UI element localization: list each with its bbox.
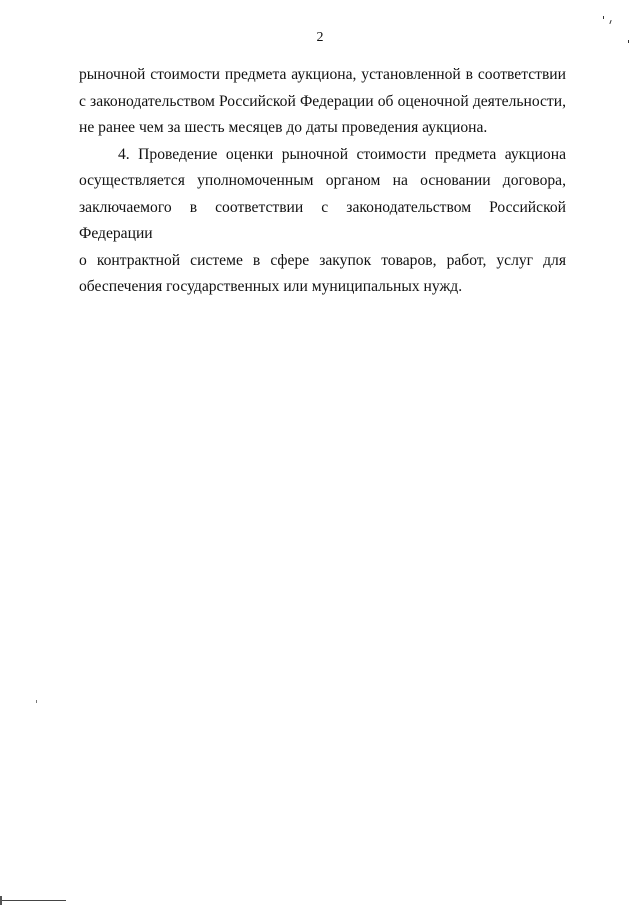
scan-speck — [36, 700, 37, 703]
page-number: 2 — [316, 30, 324, 45]
text-line: о контрактной системе в сфере закупок товаров, работ, услуг для — [79, 251, 566, 269]
scan-speck — [628, 40, 629, 43]
scan-edge-line — [0, 896, 2, 905]
text-line: с законодательством Российской Федерации об оценочной деятельности, — [79, 92, 566, 110]
text-line: рыночной стоимости предмета аукциона, установленной в соответствии — [79, 66, 566, 83]
text-line: заключаемого в соответствии с законодательством Российской Федерации — [79, 198, 566, 242]
document-body — [79, 62, 566, 301]
paragraph-item-4 — [79, 142, 566, 301]
text-line: 4. Проведение оценки рыночной стоимости предмета аукциона — [118, 145, 566, 163]
scan-speck — [609, 20, 611, 24]
scan-edge-line — [0, 900, 66, 901]
text-line: обеспечения государственных или муниципальных нужд. — [79, 278, 463, 295]
scan-speck — [603, 16, 604, 19]
text-line: не ранее чем за шесть месяцев до даты проведения аукциона. — [79, 119, 488, 136]
paragraph-continuation — [79, 62, 566, 142]
text-line: осуществляется уполномоченным органом на основании договора, — [79, 172, 566, 189]
